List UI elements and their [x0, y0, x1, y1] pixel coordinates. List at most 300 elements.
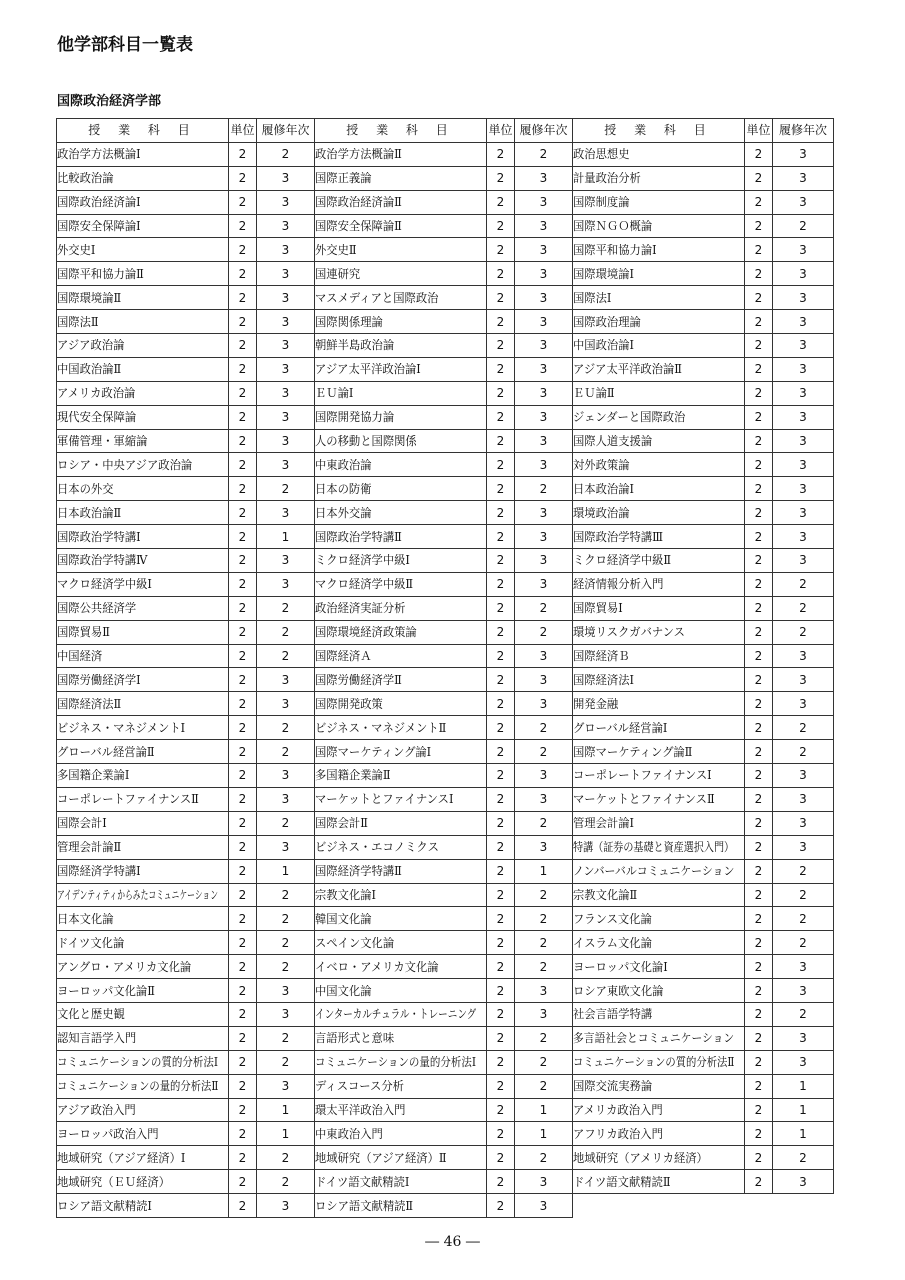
table-row — [57, 931, 834, 955]
course-name-cell — [57, 811, 229, 835]
course-name-cell — [573, 453, 745, 477]
course-name: 地域研究（ＥＵ経済） — [57, 1175, 171, 1188]
course-year: 2 — [257, 883, 315, 907]
course-credits: 2 — [745, 883, 773, 907]
course-name-cell — [315, 835, 487, 859]
course-name-cell — [315, 310, 487, 334]
course-name-cell — [315, 883, 487, 907]
course-name-cell — [57, 1050, 229, 1074]
course-year: 3 — [515, 262, 573, 286]
course-name-cell — [573, 859, 745, 883]
table-row — [57, 357, 834, 381]
course-name: ヨーロッパ文化論Ⅰ — [573, 960, 668, 973]
course-credits: 2 — [487, 190, 515, 214]
course-year: 3 — [773, 310, 834, 334]
course-credits: 2 — [229, 835, 257, 859]
course-name-cell — [57, 525, 229, 549]
header-subject: 授 業 科 目 — [573, 119, 745, 143]
course-year: 3 — [773, 429, 834, 453]
course-credits: 2 — [229, 1122, 257, 1146]
course-credits: 2 — [229, 262, 257, 286]
course-credits: 2 — [745, 525, 773, 549]
course-credits: 2 — [229, 1002, 257, 1026]
course-name: ロシア語文献精読Ⅱ — [315, 1199, 414, 1212]
course-name-cell — [573, 477, 745, 501]
course-year: 3 — [515, 429, 573, 453]
course-year: 2 — [257, 1050, 315, 1074]
course-name-cell — [315, 1026, 487, 1050]
course-name: 国際貿易Ⅰ — [573, 602, 623, 615]
table-row — [57, 190, 834, 214]
course-year: 2 — [257, 931, 315, 955]
course-credits: 2 — [229, 549, 257, 573]
course-name: 国際会計Ⅱ — [315, 817, 368, 830]
course-year: 1 — [515, 1098, 573, 1122]
course-name-cell — [57, 644, 229, 668]
course-name-cell — [315, 1146, 487, 1170]
course-year: 2 — [773, 859, 834, 883]
course-credits: 2 — [229, 310, 257, 334]
course-year: 3 — [773, 668, 834, 692]
course-credits: 2 — [229, 214, 257, 238]
course-name-cell — [573, 716, 745, 740]
course-credits: 2 — [745, 1146, 773, 1170]
table-row — [57, 262, 834, 286]
course-name-cell — [315, 357, 487, 381]
course-name: 国際政治経済論Ⅰ — [57, 196, 141, 209]
course-year: 2 — [773, 1002, 834, 1026]
course-credits: 2 — [745, 1026, 773, 1050]
course-credits: 2 — [229, 859, 257, 883]
course-name-cell — [573, 501, 745, 525]
course-name: 日本政治論Ⅰ — [573, 482, 634, 495]
course-credits: 2 — [487, 214, 515, 238]
course-name-cell — [315, 955, 487, 979]
course-name-cell — [315, 1194, 487, 1218]
course-credits: 2 — [487, 1074, 515, 1098]
course-credits: 2 — [229, 238, 257, 262]
course-name: ノンバーバルコミュニケーション — [573, 865, 735, 878]
course-name: 日本政治論Ⅱ — [57, 506, 122, 519]
course-name: ディスコース分析 — [315, 1080, 404, 1093]
course-name: 政治学方法概論Ⅰ — [57, 148, 141, 161]
course-year: 3 — [257, 381, 315, 405]
course-name: アメリカ政治入門 — [573, 1103, 663, 1116]
course-name-cell — [573, 549, 745, 573]
course-name-cell — [315, 214, 487, 238]
course-name: アジア太平洋政治論Ⅱ — [573, 363, 682, 376]
course-name-cell — [573, 1122, 745, 1146]
course-year: 3 — [257, 357, 315, 381]
course-name-cell — [573, 429, 745, 453]
table-row — [57, 620, 834, 644]
course-year: 3 — [257, 1194, 315, 1218]
course-year: 2 — [515, 1074, 573, 1098]
course-name-cell — [57, 549, 229, 573]
course-name-cell — [57, 142, 229, 166]
course-name-cell — [315, 811, 487, 835]
course-name-cell — [57, 334, 229, 358]
course-credits: 2 — [745, 835, 773, 859]
course-name: 国際貿易Ⅱ — [57, 626, 110, 639]
course-credits: 2 — [745, 429, 773, 453]
header-year: 履修年次 — [515, 119, 573, 143]
course-year: 2 — [515, 620, 573, 644]
course-year: 3 — [515, 764, 573, 788]
course-name-cell — [573, 764, 745, 788]
course-year: 1 — [515, 1122, 573, 1146]
course-name: 国際経済学特講Ⅰ — [57, 865, 141, 878]
table-row — [57, 405, 834, 429]
course-name-cell — [573, 357, 745, 381]
course-name: 中国政治論Ⅰ — [573, 339, 634, 352]
table-row — [57, 1002, 834, 1026]
course-year: 3 — [257, 429, 315, 453]
course-name-cell — [315, 1122, 487, 1146]
course-table — [56, 118, 834, 1218]
course-year: 2 — [515, 931, 573, 955]
table-row — [57, 286, 834, 310]
course-name: 国際会計Ⅰ — [57, 817, 107, 830]
course-name-cell — [573, 644, 745, 668]
course-year: 3 — [257, 787, 315, 811]
course-year: 3 — [773, 286, 834, 310]
course-name-cell — [315, 1074, 487, 1098]
course-credits: 2 — [229, 764, 257, 788]
course-name: 国際経済Ｂ — [573, 650, 630, 663]
table-row — [57, 596, 834, 620]
course-credits: 2 — [487, 1026, 515, 1050]
course-name: 国際政治学特講Ⅱ — [315, 530, 402, 543]
course-credits: 2 — [229, 405, 257, 429]
course-name: 日本の外交 — [57, 482, 114, 495]
course-name-cell — [57, 740, 229, 764]
course-name: 宗教文化論Ⅰ — [315, 888, 376, 901]
course-name: 多国籍企業論Ⅱ — [315, 769, 391, 782]
course-credits: 2 — [229, 1050, 257, 1074]
course-credits: 2 — [229, 1074, 257, 1098]
course-name-cell — [573, 238, 745, 262]
course-name: 国際労働経済学Ⅱ — [315, 673, 402, 686]
course-credits: 2 — [745, 740, 773, 764]
table-row — [57, 334, 834, 358]
course-year: 2 — [515, 907, 573, 931]
course-name: アジア政治論 — [57, 339, 125, 352]
course-name-cell — [315, 1002, 487, 1026]
course-name-cell — [573, 835, 745, 859]
course-year: 1 — [773, 1074, 834, 1098]
course-credits: 2 — [745, 453, 773, 477]
course-credits: 2 — [229, 1146, 257, 1170]
course-credits: 2 — [745, 859, 773, 883]
table-row — [57, 166, 834, 190]
course-name: ミクロ経済学中級Ⅱ — [573, 554, 672, 567]
course-year: 2 — [773, 596, 834, 620]
table-row — [57, 883, 834, 907]
course-credits: 2 — [229, 979, 257, 1003]
course-name-cell — [315, 572, 487, 596]
course-credits: 2 — [229, 596, 257, 620]
course-credits: 2 — [745, 166, 773, 190]
course-name-cell — [57, 716, 229, 740]
course-year: 2 — [257, 907, 315, 931]
course-credits: 2 — [745, 262, 773, 286]
course-credits: 2 — [229, 1026, 257, 1050]
course-name-cell — [57, 859, 229, 883]
course-credits: 2 — [745, 931, 773, 955]
course-year: 1 — [257, 859, 315, 883]
course-name: 地域研究（アメリカ経済） — [573, 1151, 708, 1164]
course-name-cell — [315, 692, 487, 716]
course-name-cell — [573, 1074, 745, 1098]
course-name-cell — [57, 501, 229, 525]
course-credits: 2 — [229, 453, 257, 477]
course-name-cell — [315, 262, 487, 286]
course-name-cell — [315, 166, 487, 190]
header-subject: 授 業 科 目 — [315, 119, 487, 143]
course-name-cell — [573, 740, 745, 764]
course-name-cell — [573, 811, 745, 835]
course-year: 3 — [773, 142, 834, 166]
course-name-cell — [315, 740, 487, 764]
course-credits: 2 — [745, 1098, 773, 1122]
course-name-cell — [57, 596, 229, 620]
course-name-cell — [57, 1122, 229, 1146]
course-year: 3 — [773, 835, 834, 859]
course-credits: 2 — [487, 931, 515, 955]
course-name: マクロ経済学中級Ⅱ — [315, 578, 414, 591]
course-year: 3 — [257, 334, 315, 358]
course-name-cell — [57, 572, 229, 596]
course-name: アメリカ政治論 — [57, 387, 136, 400]
course-name: ヨーロッパ文化論Ⅱ — [57, 984, 155, 997]
course-name: アイデンティティからみたコミュニケーション — [57, 888, 218, 901]
course-year: 3 — [257, 286, 315, 310]
course-name: 多言語社会とコミュニケーション — [573, 1032, 734, 1045]
course-name-cell — [573, 1002, 745, 1026]
course-name-cell — [315, 596, 487, 620]
course-name: 認知言語学入門 — [57, 1032, 137, 1045]
course-credits: 2 — [229, 883, 257, 907]
course-name-cell — [57, 453, 229, 477]
course-credits: 2 — [229, 190, 257, 214]
course-name: 国際環境論Ⅰ — [573, 267, 634, 280]
course-credits: 2 — [487, 644, 515, 668]
course-year: 2 — [515, 1050, 573, 1074]
course-year: 3 — [257, 190, 315, 214]
course-name: マーケットとファイナンスⅡ — [573, 793, 715, 806]
course-credits: 2 — [487, 907, 515, 931]
course-name: 中国政治論Ⅱ — [57, 363, 122, 376]
course-credits: 2 — [487, 668, 515, 692]
course-year: 2 — [257, 644, 315, 668]
course-year: 2 — [257, 477, 315, 501]
course-credits: 2 — [745, 238, 773, 262]
course-credits: 2 — [487, 1194, 515, 1218]
course-name-cell — [57, 979, 229, 1003]
course-name-cell — [315, 907, 487, 931]
table-row — [57, 477, 834, 501]
course-name: 地域研究（アジア経済）Ⅱ — [315, 1151, 447, 1164]
course-name-cell — [315, 190, 487, 214]
course-name: ヨーロッパ政治入門 — [57, 1127, 159, 1140]
course-name: 国際政治学特講Ⅳ — [57, 554, 148, 567]
course-name: ミクロ経済学中級Ⅰ — [315, 554, 410, 567]
course-credits: 2 — [745, 190, 773, 214]
course-name: ドイツ語文献精読Ⅰ — [315, 1175, 410, 1188]
course-credits: 2 — [229, 931, 257, 955]
course-name-cell — [573, 1098, 745, 1122]
course-name: 対外政策論 — [573, 458, 630, 471]
course-year: 3 — [773, 190, 834, 214]
course-name: 管理会計論Ⅱ — [57, 841, 122, 854]
course-name-cell — [573, 381, 745, 405]
course-name-cell — [573, 262, 745, 286]
course-name: アフリカ政治入門 — [573, 1127, 663, 1140]
course-name-cell — [573, 979, 745, 1003]
course-name-cell — [57, 190, 229, 214]
course-name: 環太平洋政治入門 — [315, 1103, 406, 1116]
course-name: グローバル経営論Ⅱ — [57, 745, 155, 758]
course-year: 3 — [515, 334, 573, 358]
course-credits: 2 — [745, 907, 773, 931]
table-row — [57, 859, 834, 883]
course-name: 地域研究（アジア経済）Ⅰ — [57, 1151, 186, 1164]
course-name: 国際環境経済政策論 — [315, 626, 417, 639]
course-year: 3 — [515, 572, 573, 596]
course-name: ロシア語文献精読Ⅰ — [57, 1199, 152, 1212]
course-year: 2 — [773, 1146, 834, 1170]
empty-cell — [573, 1194, 834, 1218]
table-row — [57, 1074, 834, 1098]
course-name: イベロ・アメリカ文化論 — [315, 960, 439, 973]
table-row — [57, 142, 834, 166]
course-year: 2 — [515, 811, 573, 835]
table-row — [57, 835, 834, 859]
course-year: 1 — [257, 1122, 315, 1146]
course-name-cell — [315, 405, 487, 429]
header-credits: 単位 — [229, 119, 257, 143]
table-row — [57, 1122, 834, 1146]
table-row — [57, 525, 834, 549]
course-credits: 2 — [487, 477, 515, 501]
course-year: 2 — [257, 955, 315, 979]
course-name: アジア太平洋政治論Ⅰ — [315, 363, 421, 376]
course-name: 国際安全保障論Ⅰ — [57, 220, 141, 232]
course-name: コミュニケーションの質的分析法Ⅰ — [57, 1056, 218, 1069]
course-name-cell — [315, 1170, 487, 1194]
course-credits: 2 — [487, 405, 515, 429]
course-name: マスメディアと国際政治 — [315, 291, 439, 304]
course-year: 3 — [515, 214, 573, 238]
course-credits: 2 — [229, 334, 257, 358]
course-credits: 2 — [229, 166, 257, 190]
course-name: 政治経済実証分析 — [315, 602, 406, 615]
course-name-cell — [315, 859, 487, 883]
course-credits: 2 — [229, 1170, 257, 1194]
course-year: 2 — [515, 955, 573, 979]
course-name-cell — [315, 238, 487, 262]
course-name-cell — [57, 381, 229, 405]
course-credits: 2 — [487, 310, 515, 334]
course-name-cell — [573, 1146, 745, 1170]
course-year: 3 — [515, 692, 573, 716]
course-year: 2 — [257, 1146, 315, 1170]
course-year: 3 — [515, 668, 573, 692]
course-year: 2 — [515, 716, 573, 740]
course-name-cell — [573, 166, 745, 190]
course-name-cell — [57, 214, 229, 238]
course-year: 3 — [515, 501, 573, 525]
course-credits: 2 — [487, 429, 515, 453]
course-name: 国際安全保障論Ⅱ — [315, 220, 402, 232]
course-year: 2 — [773, 716, 834, 740]
course-name: 国際開発政策 — [315, 697, 383, 710]
table-row — [57, 955, 834, 979]
section-title: 国際政治経済学部 — [57, 94, 162, 109]
course-name-cell — [573, 907, 745, 931]
course-year: 3 — [773, 644, 834, 668]
table-row — [57, 716, 834, 740]
course-year: 2 — [773, 214, 834, 238]
course-name: 中国文化論 — [315, 984, 372, 997]
course-name: 国連研究 — [315, 267, 361, 280]
course-year: 2 — [257, 620, 315, 644]
course-name: フランス文化論 — [573, 912, 652, 925]
course-credits: 2 — [487, 453, 515, 477]
course-name: 韓国文化論 — [315, 912, 372, 925]
course-year: 2 — [257, 1170, 315, 1194]
course-name: 国際マーケティング論Ⅰ — [315, 745, 432, 758]
course-name-cell — [573, 620, 745, 644]
table-row — [57, 1194, 834, 1218]
table-row — [57, 501, 834, 525]
course-name-cell — [57, 620, 229, 644]
course-credits: 2 — [229, 572, 257, 596]
course-credits: 2 — [745, 310, 773, 334]
course-name: 中国経済 — [57, 650, 103, 663]
course-year: 3 — [515, 644, 573, 668]
course-name-cell — [57, 1026, 229, 1050]
course-name-cell — [573, 572, 745, 596]
course-year: 3 — [773, 525, 834, 549]
course-name-cell — [57, 262, 229, 286]
course-year: 3 — [515, 979, 573, 1003]
header-credits: 単位 — [745, 119, 773, 143]
course-year: 2 — [515, 1026, 573, 1050]
course-credits: 2 — [229, 907, 257, 931]
course-year: 2 — [773, 572, 834, 596]
course-name: ドイツ文化論 — [57, 936, 125, 949]
course-name-cell — [57, 787, 229, 811]
course-name-cell — [315, 931, 487, 955]
course-year: 3 — [515, 286, 573, 310]
course-credits: 2 — [487, 286, 515, 310]
course-name: 国際開発協力論 — [315, 411, 395, 424]
course-name-cell — [573, 1170, 745, 1194]
course-credits: 2 — [229, 286, 257, 310]
course-credits: 2 — [487, 1002, 515, 1026]
course-name-cell — [315, 334, 487, 358]
course-name: 国際関係理論 — [315, 315, 383, 328]
course-name-cell — [573, 1050, 745, 1074]
course-name-cell — [57, 166, 229, 190]
course-name: 現代安全保障論 — [57, 411, 137, 424]
header-year: 履修年次 — [773, 119, 834, 143]
course-year: 3 — [515, 166, 573, 190]
course-name-cell — [57, 835, 229, 859]
course-credits: 2 — [487, 740, 515, 764]
